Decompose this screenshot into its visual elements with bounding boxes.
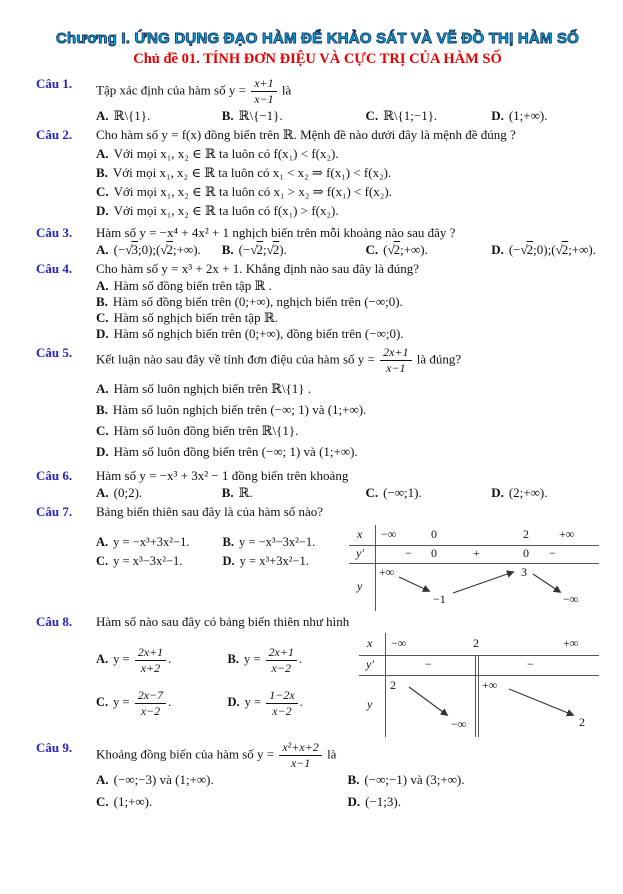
option-key: C. (96, 184, 109, 199)
option (96, 485, 222, 501)
fraction: $\frac{1-2x}{x-2}$ (266, 688, 297, 719)
fraction: $\frac{2x+1}{x+2}$ (135, 645, 166, 676)
option-text: (−√2;0);(√2;+∞). (508, 242, 596, 257)
question-4-options (96, 278, 599, 342)
option (96, 310, 599, 326)
option-key: A. (96, 535, 109, 549)
option (96, 108, 222, 124)
question-3 (36, 225, 599, 258)
option-text: Hàm số nghịch biến trên (0;+∞), đồng biến trên (−∞;0). (113, 326, 404, 341)
sqrt: √2 (266, 242, 280, 257)
vt-y-value: 3 (521, 565, 527, 579)
option-key: D. (491, 485, 504, 500)
option-text: y = −x³−3x²−1. (238, 535, 316, 549)
option-text: (−∞;−1) và (3;+∞). (364, 772, 465, 787)
variation-table-q8 (359, 633, 599, 737)
question-2-text: Cho hàm số y = f(x) đồng biến trên ℝ. Mệnh đề nào dưới đây là mệnh đề đúng ? (96, 127, 516, 142)
option (96, 165, 599, 181)
option-key: D. (491, 108, 504, 123)
option-key: C. (365, 108, 379, 123)
vt-x-tick: −∞ (381, 527, 397, 541)
document-header (36, 30, 599, 68)
option-text: y = x³−3x²−1. (113, 554, 183, 568)
question-5-text: Kết luận nào sau đây về tính đơn điệu của hàm số y = $\frac{2x+1}{x-1}$ là đúng? (96, 345, 462, 375)
sqrt: √2 (160, 242, 173, 257)
option (222, 108, 366, 124)
option-key: D. (227, 695, 240, 710)
question-5-label: Câu 5. (36, 345, 73, 360)
option (96, 645, 228, 676)
option-text: (2;+∞). (508, 485, 548, 500)
question-2-options (96, 146, 599, 219)
question-1-options (96, 108, 599, 124)
question-8-label: Câu 8. (36, 614, 73, 629)
option-key: B. (96, 294, 108, 309)
sqrt: √2 (520, 242, 534, 257)
option-key: D. (491, 242, 504, 257)
option-text: Hàm số đồng biến trên tập ℝ . (113, 278, 272, 293)
option (96, 444, 599, 460)
question-7 (36, 504, 599, 611)
option-text: Với mọi x₁, x₂ ∈ ℝ ta luôn có x₁ > x₂ ⇒ f(x₁) < f(x₂). (113, 184, 392, 199)
option (96, 203, 599, 219)
fraction: $\frac{x+1}{x-1}$ (251, 76, 276, 107)
question-7-text: Bảng biến thiên sau đây là của hàm số nào? (96, 504, 324, 519)
option-key: C. (96, 695, 109, 710)
option (96, 772, 348, 788)
option-key: B. (96, 165, 108, 180)
question-8-text: Hàm số nào sau đây có bảng biến thiên như hình (96, 614, 350, 629)
vt-y-value: 2 (579, 715, 585, 729)
option-text: y = x³+3x²−1. (239, 554, 309, 568)
vt-y-value: −1 (433, 592, 446, 606)
option (96, 554, 223, 569)
question-2-body (96, 127, 599, 222)
option-text: Với mọi x₁, x₂ ∈ ℝ ta luôn có x₁ < x₂ ⇒ f(x₁) < f(x₂). (112, 165, 392, 180)
question-3-body (96, 225, 599, 258)
trend-arrows (349, 563, 599, 611)
fraction: $\frac{2x+1}{x-1}$ (380, 345, 411, 376)
vt-x-tick: 2 (473, 636, 479, 650)
vt-y-value: +∞ (379, 565, 395, 579)
vt-x-tick: +∞ (559, 527, 575, 541)
option (222, 242, 366, 258)
option-text: (1;+∞). (508, 108, 548, 123)
vt-header-x: x (357, 527, 363, 541)
option-text: (−∞;−3) và (1;+∞). (113, 772, 214, 787)
vt-yprime-sign: − (405, 546, 412, 560)
question-2-label: Câu 2. (36, 127, 73, 142)
question-5-options (96, 381, 599, 460)
vt-yprime-sign: 0 (523, 546, 529, 560)
fraction: $\frac{2x+1}{x-2}$ (266, 645, 297, 676)
option (228, 688, 360, 719)
variation-table-q7 (349, 525, 599, 611)
vt-header-x: x (367, 636, 373, 650)
option-text: y = $\frac{1-2x}{x-2}$ . (244, 688, 303, 718)
option-text: Hàm số luôn nghịch biến trên ℝ\{1} . (113, 381, 311, 396)
option (223, 535, 350, 550)
option-text: y = −x³+3x²−1. (113, 535, 190, 549)
vt-header-y: y (367, 697, 373, 711)
vt-yprime-sign: − (425, 657, 432, 671)
option-key: A. (96, 242, 109, 257)
vt-yprime-sign: + (473, 546, 480, 560)
option-key: B. (221, 485, 234, 500)
option (365, 242, 491, 258)
vt-x-tick: 2 (523, 527, 529, 541)
question-9 (36, 740, 599, 810)
option-text: Hàm số luôn nghịch biến trên (−∞; 1) và (1;+∞). (112, 402, 367, 417)
question-6 (36, 468, 599, 501)
option-key: C. (96, 310, 109, 325)
question-8 (36, 614, 599, 737)
question-7-label: Câu 7. (36, 504, 73, 519)
option (365, 108, 491, 124)
option-key: B. (227, 652, 239, 667)
trend-arrows (359, 675, 599, 737)
option-text: (−√3;0);(√2;+∞). (113, 242, 201, 257)
option-key: D. (222, 554, 235, 568)
option (96, 402, 599, 418)
question-1-label: Câu 1. (36, 76, 73, 91)
question-6-text: Hàm số y = −x³ + 3x² − 1 đồng biến trên khoảng (96, 468, 349, 483)
option (348, 772, 600, 788)
option-text: (√2;+∞). (383, 242, 428, 257)
question-8-options (96, 645, 359, 719)
option-key: A. (96, 278, 109, 293)
vt-yprime-sign: − (527, 657, 534, 671)
option-key: B. (347, 772, 360, 787)
option (96, 423, 599, 439)
question-9-text: Khoảng đồng biến của hàm số y = $\frac{\text{x²+x+2}}{x-1}$ là (96, 740, 337, 770)
option-text: ℝ\{−1}. (238, 108, 283, 123)
vt-y-value: −∞ (451, 717, 467, 731)
question-7-body (96, 504, 599, 611)
option-text: Hàm số luôn đồng biến trên (−∞; 1) và (1;+∞). (113, 444, 358, 459)
option-key: D. (347, 794, 361, 809)
option-key: C. (96, 794, 109, 809)
option (491, 108, 599, 124)
option (96, 326, 599, 342)
option-key: A. (96, 381, 109, 396)
question-3-label: Câu 3. (36, 225, 73, 240)
option-key: D. (96, 444, 109, 459)
option-key: D. (96, 203, 109, 218)
vt-header-yp: y' (366, 657, 374, 671)
option-key: B. (222, 535, 234, 549)
option-key: D. (96, 326, 109, 341)
option-text: ℝ\{1;−1}. (383, 108, 438, 123)
option (491, 485, 599, 501)
question-1-body (96, 76, 599, 124)
vt-x-tick: 0 (431, 527, 437, 541)
option (491, 242, 599, 258)
option (96, 278, 599, 294)
option-text: (−√2;√2). (238, 242, 287, 257)
sqrt: √3 (125, 242, 138, 257)
option (96, 688, 228, 719)
sqrt: √2 (387, 242, 401, 257)
option-key: B. (221, 108, 234, 123)
question-3-text: Hàm số y = −x⁴ + 4x² + 1 nghịch biến trên mỗi khoảng nào sau đây ? (96, 225, 456, 240)
question-9-body (96, 740, 599, 810)
option-text: y = $\frac{2x+1}{x-2}$ . (243, 645, 303, 675)
option-text: (0;2). (113, 485, 143, 500)
option-text: y = $\frac{2x-7}{x-2}$ . (113, 688, 172, 718)
option-key: C. (365, 242, 379, 257)
option-key: A. (96, 652, 109, 667)
question-4-text: Cho hàm số y = x³ + 2x + 1. Khẳng định nào sau đây là đúng? (96, 261, 420, 276)
vt-yprime-sign: 0 (431, 546, 437, 560)
option-text: (−1;3). (365, 794, 401, 809)
question-9-label: Câu 9. (36, 740, 73, 755)
question-6-body (96, 468, 599, 501)
question-9-options (96, 772, 599, 810)
option-text: Với mọi x₁, x₂ ∈ ℝ ta luôn có f(x₁) > f(x₂). (113, 203, 339, 218)
table-horizontal-line (359, 655, 599, 656)
vt-y-value: 2 (390, 678, 396, 692)
option (96, 184, 599, 200)
fraction: $\frac{\text{x²+x+2}}{x-1}$ (279, 740, 321, 771)
option (96, 381, 599, 397)
sqrt: √2 (555, 242, 569, 257)
option (228, 645, 360, 676)
option-text: Hàm số đồng biến trên (0;+∞), nghịch biến trên (−∞;0). (112, 294, 403, 309)
option-text: Với mọi x₁, x₂ ∈ ℝ ta luôn có f(x₁) < f(x₂). (113, 146, 339, 161)
option-text: y = $\frac{2x+1}{x+2}$ . (113, 645, 172, 675)
option-key: A. (96, 485, 109, 500)
question-6-label: Câu 6. (36, 468, 73, 483)
option (96, 242, 222, 258)
option-key: B. (221, 242, 234, 257)
question-7-options (96, 535, 349, 569)
vt-yprime-sign: − (549, 546, 556, 560)
question-4 (36, 261, 599, 342)
chapter-title: Chương I. ỨNG DỤNG ĐẠO HÀM ĐỂ KHẢO SÁT VÀ VẼ ĐỒ THỊ HÀM SỐ (55, 30, 580, 47)
option-key: C. (96, 554, 109, 568)
vt-y-value: +∞ (482, 678, 498, 692)
option (96, 794, 348, 810)
option-text: (1;+∞). (113, 794, 153, 809)
question-1-text: Tập xác định của hàm số y = $\frac{x+1}{x-1}$ là (96, 76, 292, 106)
topic-title: Chủ đề 01. TÍNH ĐƠN ĐIỆU VÀ CỰC TRỊ CỦA HÀM SỐ (133, 51, 502, 67)
option-text: Hàm số luôn đồng biến trên ℝ\{1}. (113, 423, 299, 438)
fraction: $\frac{2x-7}{x-2}$ (135, 688, 166, 719)
question-5-body (96, 345, 599, 465)
option-text: ℝ\{1}. (113, 108, 151, 123)
option (222, 485, 366, 501)
question-3-options (96, 242, 599, 258)
question-4-body (96, 261, 599, 342)
vt-x-tick: +∞ (563, 636, 579, 650)
option-text: ℝ. (238, 485, 253, 500)
option-key: A. (96, 146, 109, 161)
vt-y-value: −∞ (563, 592, 579, 606)
option-key: C. (96, 423, 109, 438)
vt-header-yp: y' (356, 546, 364, 560)
option-key: A. (96, 108, 109, 123)
question-2 (36, 127, 599, 222)
option-key: A. (96, 772, 109, 787)
question-6-options (96, 485, 599, 501)
option (348, 794, 600, 810)
question-5 (36, 345, 599, 465)
option-key: C. (365, 485, 379, 500)
option-text: Hàm số nghịch biến trên tập ℝ. (113, 310, 278, 325)
vt-header-y: y (357, 579, 363, 593)
option (365, 485, 491, 501)
sqrt: √2 (250, 242, 263, 257)
question-8-body (96, 614, 599, 737)
question-1 (36, 76, 599, 124)
option-text: (−∞;1). (383, 485, 422, 500)
question-4-label: Câu 4. (36, 261, 73, 276)
option (96, 294, 599, 310)
option (223, 554, 350, 569)
option-key: B. (96, 402, 108, 417)
option (96, 146, 599, 162)
option (96, 535, 223, 550)
vt-x-tick: −∞ (391, 636, 407, 650)
